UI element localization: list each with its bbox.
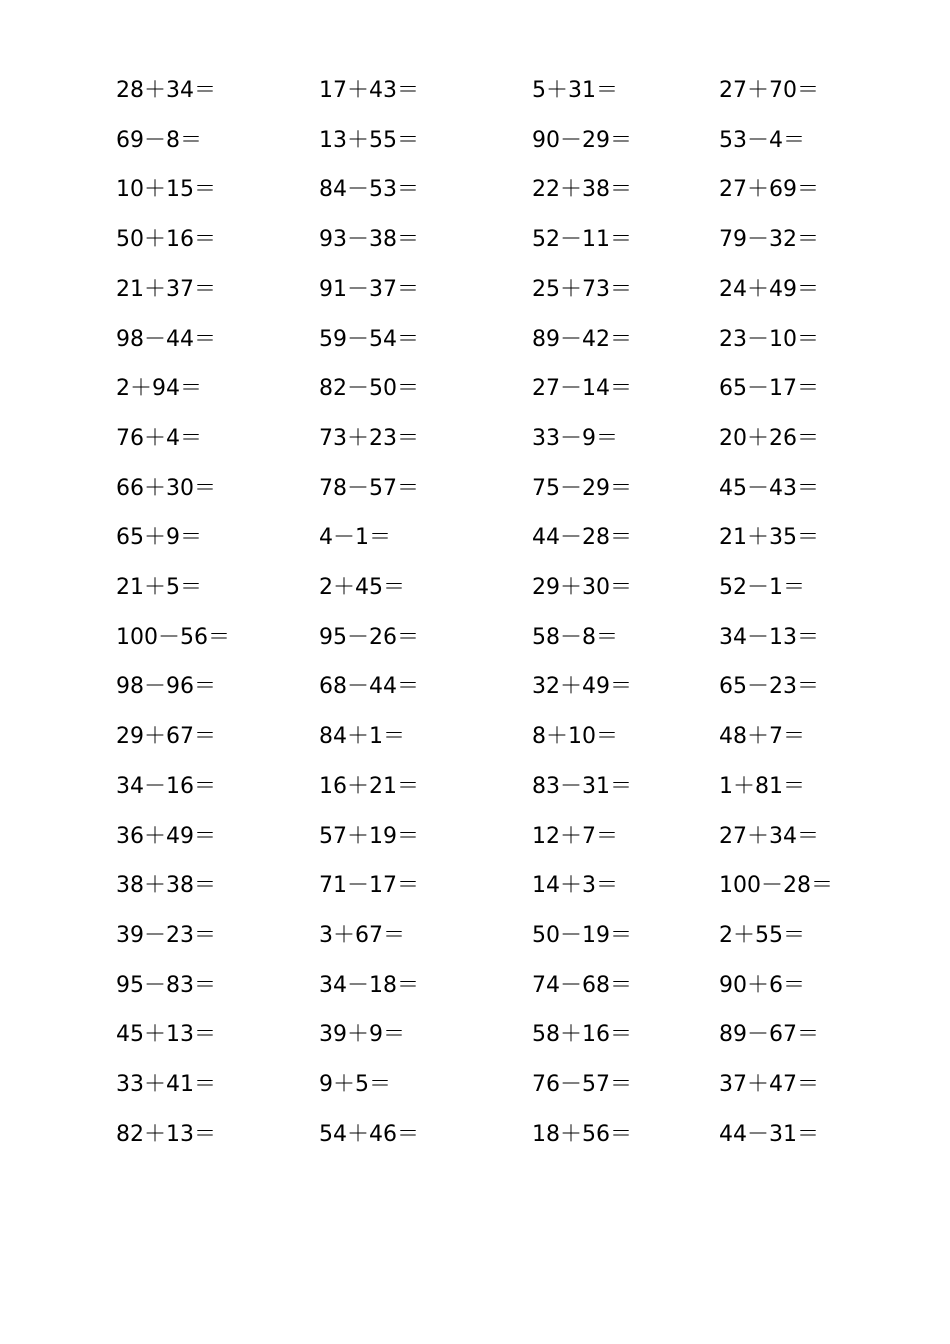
math-problem: 33－9＝ <box>532 426 618 451</box>
math-problem: 48＋7＝ <box>719 724 805 749</box>
problem-row <box>0 1118 950 1152</box>
math-problem: 98－96＝ <box>116 674 216 699</box>
math-problem: 32＋49＝ <box>532 674 632 699</box>
math-problem: 84＋1＝ <box>319 724 405 749</box>
math-problem: 58＋16＝ <box>532 1022 632 1047</box>
math-problem: 21＋37＝ <box>116 277 216 302</box>
math-problem: 27＋70＝ <box>719 78 819 103</box>
math-problem: 58－8＝ <box>532 625 618 650</box>
math-problem: 10＋15＝ <box>116 177 216 202</box>
math-problem: 75－29＝ <box>532 476 632 501</box>
problem-row <box>0 372 950 406</box>
math-problem: 20＋26＝ <box>719 426 819 451</box>
math-problem: 82－50＝ <box>319 376 419 401</box>
math-problem: 18＋56＝ <box>532 1122 632 1147</box>
math-problem: 28＋34＝ <box>116 78 216 103</box>
math-problem: 2＋94＝ <box>116 376 202 401</box>
problem-row <box>0 124 950 158</box>
math-problem: 17＋43＝ <box>319 78 419 103</box>
math-problem: 74－68＝ <box>532 973 632 998</box>
math-problem: 89－67＝ <box>719 1022 819 1047</box>
math-problem: 78－57＝ <box>319 476 419 501</box>
problem-row <box>0 670 950 704</box>
math-problem: 53－4＝ <box>719 128 805 153</box>
math-problem: 33＋41＝ <box>116 1072 216 1097</box>
math-problem: 1＋81＝ <box>719 774 805 799</box>
math-problem: 29＋30＝ <box>532 575 632 600</box>
problem-row <box>0 74 950 108</box>
math-problem: 39－23＝ <box>116 923 216 948</box>
math-problem: 34－16＝ <box>116 774 216 799</box>
math-problem: 57＋19＝ <box>319 824 419 849</box>
math-problem: 24＋49＝ <box>719 277 819 302</box>
math-problem: 37＋47＝ <box>719 1072 819 1097</box>
math-problem: 34－18＝ <box>319 973 419 998</box>
math-problem: 100－28＝ <box>719 873 833 898</box>
problem-row <box>0 1068 950 1102</box>
math-problem: 27＋34＝ <box>719 824 819 849</box>
math-problem: 50＋16＝ <box>116 227 216 252</box>
problem-row <box>0 422 950 456</box>
math-problem: 3＋67＝ <box>319 923 405 948</box>
math-problem: 5＋31＝ <box>532 78 618 103</box>
math-problem: 65＋9＝ <box>116 525 202 550</box>
math-problem: 44－31＝ <box>719 1122 819 1147</box>
math-problem: 93－38＝ <box>319 227 419 252</box>
math-problem: 66＋30＝ <box>116 476 216 501</box>
math-problem: 36＋49＝ <box>116 824 216 849</box>
problem-row <box>0 969 950 1003</box>
math-problem: 45＋13＝ <box>116 1022 216 1047</box>
problem-row <box>0 869 950 903</box>
math-problem: 39＋9＝ <box>319 1022 405 1047</box>
problem-row <box>0 472 950 506</box>
math-problem: 89－42＝ <box>532 327 632 352</box>
math-problem: 25＋73＝ <box>532 277 632 302</box>
math-problem: 38＋38＝ <box>116 873 216 898</box>
math-problem: 52－11＝ <box>532 227 632 252</box>
math-problem: 76－57＝ <box>532 1072 632 1097</box>
math-problem: 83－31＝ <box>532 774 632 799</box>
math-problem: 76＋4＝ <box>116 426 202 451</box>
problem-row <box>0 273 950 307</box>
problem-row <box>0 1018 950 1052</box>
math-problem: 44－28＝ <box>532 525 632 550</box>
problem-row <box>0 820 950 854</box>
problem-row <box>0 720 950 754</box>
math-problem: 27－14＝ <box>532 376 632 401</box>
math-problem: 2＋55＝ <box>719 923 805 948</box>
math-problem: 2＋45＝ <box>319 575 405 600</box>
math-problem: 65－17＝ <box>719 376 819 401</box>
math-problem: 21＋5＝ <box>116 575 202 600</box>
math-problem: 69－8＝ <box>116 128 202 153</box>
math-problem: 65－23＝ <box>719 674 819 699</box>
math-problem: 8＋10＝ <box>532 724 618 749</box>
problem-row <box>0 770 950 804</box>
math-problem: 13＋55＝ <box>319 128 419 153</box>
math-problem: 90－29＝ <box>532 128 632 153</box>
math-problem: 71－17＝ <box>319 873 419 898</box>
math-problem: 21＋35＝ <box>719 525 819 550</box>
math-problem: 98－44＝ <box>116 327 216 352</box>
math-problem: 84－53＝ <box>319 177 419 202</box>
math-problem: 54＋46＝ <box>319 1122 419 1147</box>
math-problem: 90＋6＝ <box>719 973 805 998</box>
math-problem: 27＋69＝ <box>719 177 819 202</box>
math-problem: 59－54＝ <box>319 327 419 352</box>
math-problem: 100－56＝ <box>116 625 230 650</box>
math-problem: 79－32＝ <box>719 227 819 252</box>
problem-row <box>0 323 950 357</box>
math-problem: 16＋21＝ <box>319 774 419 799</box>
problem-row <box>0 223 950 257</box>
math-problem: 45－43＝ <box>719 476 819 501</box>
math-problem: 68－44＝ <box>319 674 419 699</box>
math-problem: 4－1＝ <box>319 525 391 550</box>
math-problem: 95－83＝ <box>116 973 216 998</box>
math-problem: 22＋38＝ <box>532 177 632 202</box>
math-problem: 23－10＝ <box>719 327 819 352</box>
math-problem: 50－19＝ <box>532 923 632 948</box>
problem-row <box>0 919 950 953</box>
problem-row <box>0 571 950 605</box>
math-problem: 52－1＝ <box>719 575 805 600</box>
math-problem: 29＋67＝ <box>116 724 216 749</box>
math-problem: 82＋13＝ <box>116 1122 216 1147</box>
math-problem: 14＋3＝ <box>532 873 618 898</box>
math-problem: 73＋23＝ <box>319 426 419 451</box>
math-problem: 9＋5＝ <box>319 1072 391 1097</box>
problem-row <box>0 173 950 207</box>
problem-row <box>0 621 950 655</box>
math-problem: 12＋7＝ <box>532 824 618 849</box>
math-problem: 91－37＝ <box>319 277 419 302</box>
math-problem: 34－13＝ <box>719 625 819 650</box>
problem-row <box>0 521 950 555</box>
math-problem: 95－26＝ <box>319 625 419 650</box>
